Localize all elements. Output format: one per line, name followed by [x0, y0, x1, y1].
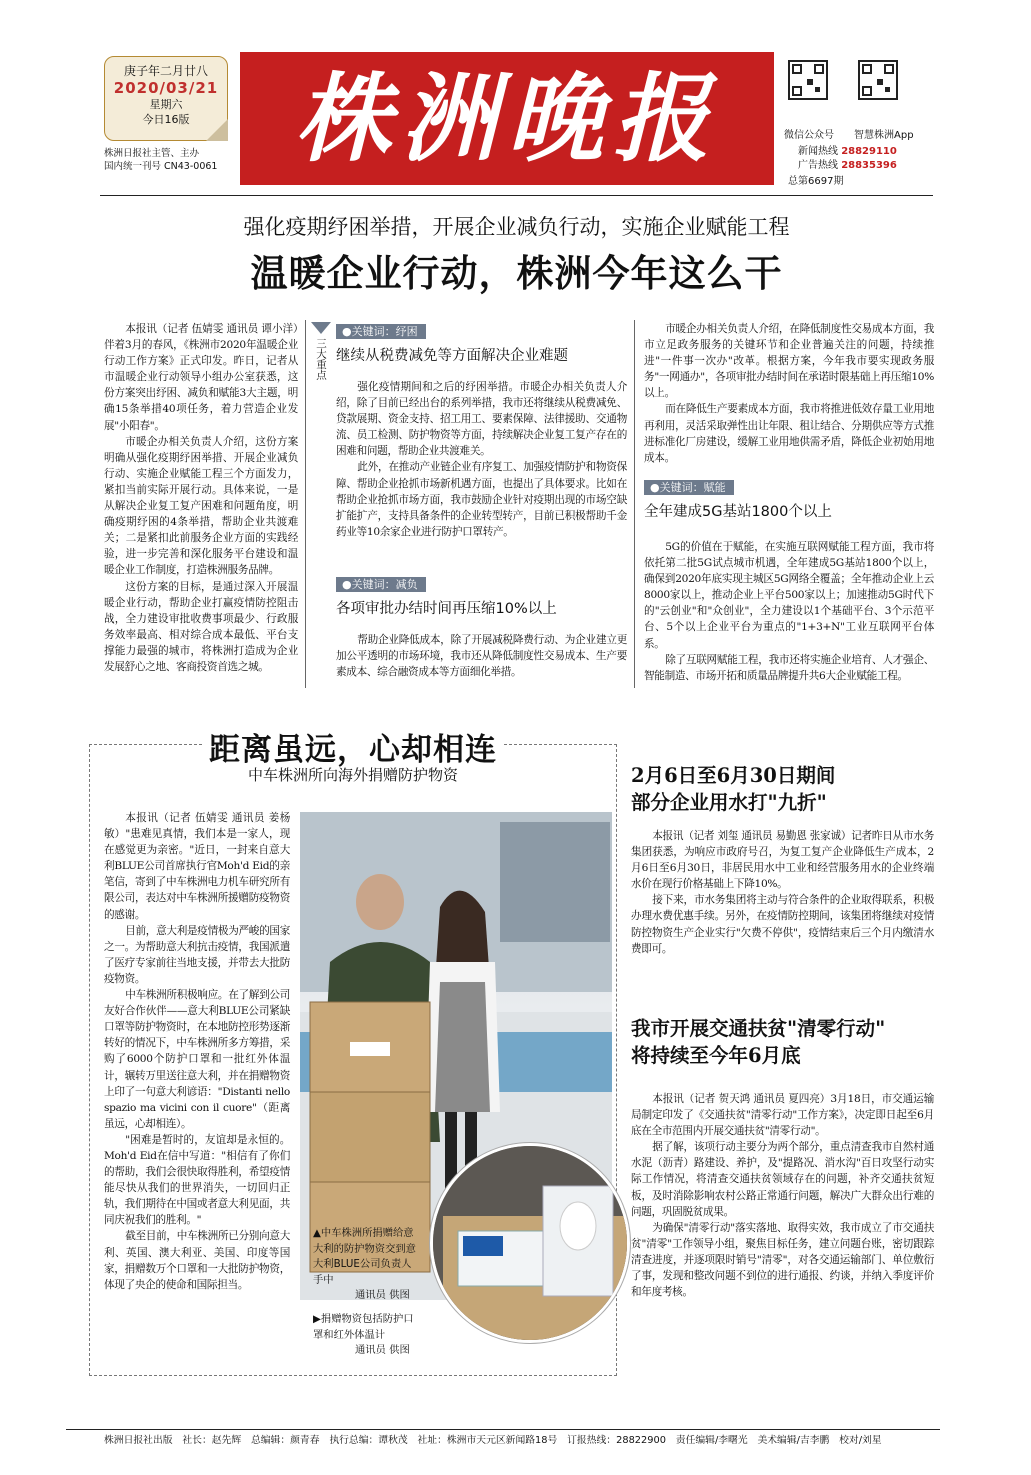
edition-count: 今日16版 — [142, 113, 190, 126]
paragraph: 5G的价值在于赋能，在实施互联网赋能工程方面，我市将依托第二批5G试点城市机遇，全年建成5G基站1800个以上，确保到2020年底实现主城区5G网络全覆盖；全年推动企业上云8000家以上，推动企业上平台500家以上；加速推动5G时代下的"云创业"和"众创业"，全力建设以1个基础平台、3个示范平台、5个以上企业平台为重点的"1+3+N"工业互联网平台体系。 — [644, 541, 934, 650]
news-hotline-number: 28829110 — [841, 146, 897, 157]
paragraph: 市暖企办相关负责人介绍，这份方案明确从强化疫期纾困举措、开展企业减负行动、实施企业赋能工程三个方面发力，紧扣当前实际开展行动。具体来说，一是从解决企业复工复产困难和问题角度，明确疫期纾困的4条举措，帮助企业共渡难关；二是紧扣此前服务企业方面的实践经验，进一步完善和深化服务平台建设和温暖企业工作制度，打造株洲服务品牌。 — [104, 435, 298, 577]
keyword-section-empower — [644, 476, 934, 684]
donation-story-text — [104, 810, 290, 1293]
header-rule — [100, 195, 933, 196]
triangle-marker-icon — [311, 322, 331, 334]
keyword-subhead: 全年建成5G基站1800个以上 — [644, 504, 832, 520]
donation-story-title — [89, 724, 617, 769]
keyword-tag: ●关键词：纾困 — [336, 324, 426, 339]
paragraph: 强化疫情期间和之后的纾困举措。市暖企办相关负责人介绍，除了目前已经出台的系列举措，我市还将继续从税费减免、贷款展期、资金支持、招工用工、要素保障、法律援助、交通物流、员工检测、防护物资等方面，持续解决企业复工复产存在的困难和问题，帮助企业共渡难关。 — [336, 381, 627, 458]
paragraph: 据了解，该项行动主要分为两个部分，重点清查我市自然村通水泥（沥青）路建设、养护，及"提路况、消水沟"百日攻坚行动实际工作情况，将清查交通扶贫领域存在的问题，补齐交通扶贫短板，及时消除影响农村公路正常通行问题，解决广大群众出行难的问题，巩固脱贫成果。 — [631, 1141, 934, 1218]
paragraph: 此外，在推动产业链企业有序复工、加强疫情防护和物资保障、帮助企业抢抓市场新机遇方面，也提出了具体要求。比如在帮助企业抢抓市场方面，我市鼓励企业针对疫期出现的市场空缺扩能扩产，支持具备条件的企业转型转产，目前已积极帮助千金药业等10余家企业进行防护口罩转产。 — [336, 461, 627, 538]
caption-text: ▶捐赠物资包括防护口罩和红外体温计 — [313, 1313, 414, 1341]
lead-title: 温暖企业行动，株洲今年这么干 — [250, 252, 783, 295]
paragraph: 本报讯（记者 贺天鸿 通讯员 夏四亮）3月18日，市交通运输局制定印发了《交通扶贫"清零行动"工作方案》，决定即日起至6月底在全市范围内开展交通扶贫"清零行动"。 — [631, 1093, 934, 1138]
app-label: 智慧株洲App — [854, 130, 914, 141]
paragraph: 本报讯（记者 伍婧雯 通讯员 姜杨敏）"患难见真情，我们本是一家人，现在感觉更为亲密。"近日，一封来自意大利BLUE公司首席执行官Moh'd Eid的亲笔信，寄到了中车株洲电力机车研究所有限公司，表达对中车株洲所援赠防疫物资的感谢。 — [104, 812, 290, 921]
ad-hotline-label: 广告热线 — [798, 160, 838, 171]
paragraph: 而在降低生产要素成本方面，我市将推进低效存量工业用地再利用，灵活采取弹性出让年限、租让结合、分期供应等方式推进标准化厂房建设，缓解工业用地供需矛盾，降低企业初始用地成本。 — [644, 403, 934, 464]
lead-column-1 — [104, 321, 298, 675]
photo-caption-1 — [313, 1226, 421, 1304]
keyword-subhead: 继续从税费减免等方面解决企业难题 — [336, 348, 568, 364]
paragraph: 目前，意大利是疫情极为严峻的国家之一。为帮助意大利抗击疫情，我国派遣了医疗专家前往当地支援，并带去大批防疫物资。 — [104, 924, 290, 985]
paragraph: 除了互联网赋能工程，我市还将实施企业培育、人才强企、智能制造、市场开拓和质量品牌提升共6大企业赋能工程。 — [644, 653, 934, 682]
page-curl-icon — [206, 119, 228, 141]
supplies-photo — [430, 1143, 630, 1343]
news-hotline — [798, 142, 897, 157]
water-story-title — [631, 762, 931, 816]
title-text: 距离虽远，心却相连 — [203, 732, 503, 768]
paragraph: 截至目前，中车株洲所已分别向意大利、英国、澳大利亚、美国、印度等国家，捐赠数万个口罩和一大批防护物资，体现了央企的使命和国际担当。 — [104, 1230, 290, 1291]
paragraph: 本报讯（记者 刘玺 通讯员 易勤恩 张家诚）记者昨日从市水务集团获悉，为响应市政府号召，为复工复产企业降低生产成本，2月6日至6月30日，非居民用水中工业和经营服务用水的企业终端水价在现行价格基础上下降10%。 — [631, 830, 934, 891]
publisher-line: 株洲日报社主管、主办 — [104, 148, 200, 159]
photo-caption-2 — [313, 1312, 421, 1359]
lead-subtitle: 强化疫期纾困举措，开展企业减负行动，实施企业赋能工程 — [243, 215, 790, 239]
paragraph: 为确保"清零行动"落实落地、取得实效，我市成立了市交通扶贫"清零"工作领导小组，聚焦目标任务，建立问题台账，密切跟踪清查进度，并逐项限时销号"清零"，对各交通运输部门、单位敷衍了事，发现和整改问题不到位的进行通报、约谈，并纳入季度评价和年度考核。 — [631, 1221, 934, 1299]
title-line: 部分企业用水打"九折" — [631, 791, 827, 814]
footer-credits: 株洲日报社出版 社长：赵先辉 总编辑：颜青春 执行总编：谭秋茂 社址：株洲市天元区新闻路18号 订报热线：28822900 责任编辑/李曙光 美术编辑/吉李鹏 校对/刘星 — [104, 1435, 882, 1446]
keyword-tag: ●关键词：减负 — [336, 577, 426, 592]
date-box — [104, 56, 228, 141]
footer-rule — [66, 1429, 940, 1430]
ad-hotline — [798, 156, 897, 171]
water-story-text — [631, 828, 934, 957]
transport-story-text — [631, 1091, 934, 1300]
keyword-section-reduce — [336, 573, 627, 680]
gregorian-date: 2020/03/21 — [113, 79, 219, 97]
wechat-qr-icon[interactable] — [788, 60, 828, 100]
column-divider — [305, 320, 306, 688]
title-line: 我市开展交通扶贫"清零行动" — [631, 1017, 886, 1040]
masthead: 株洲晚报 — [240, 52, 774, 185]
keyword-subhead: 各项审批办结时间再压缩10%以上 — [336, 601, 557, 617]
three-key-points-badge — [311, 322, 331, 380]
paragraph: "困难是暂时的，友谊却是永恒的。Moh'd Eid在信中写道："相信有了你们的帮助，我们会很快取得胜利，希望疫情能尽快从我们的世界消失，一切回归正轨，我们期待在中国或者意大利见面，共同庆祝我们的胜利。" — [104, 1133, 290, 1227]
caption-credit: 通讯员 供图 — [355, 1289, 410, 1301]
supplies-illustration — [433, 1146, 630, 1343]
paragraph: 中车株洲所积极响应。在了解到公司友好合作伙伴——意大利BLUE公司紧缺口罩等防护物资时，在本地防控形势逐渐转好的情况下，中车株洲所多方筹措，采购了6000个防护口罩和一批红外体温计，辗转万里送往意大利，并在捐赠物资上印了一句意大利谚语："Distanti nello spazio ma vicini con il cuore"（距离虽远，心却相连）。 — [104, 989, 290, 1130]
column-divider — [634, 320, 635, 688]
lunar-date: 庚子年二月廿八 — [123, 64, 208, 78]
keyword-tag: ●关键词：赋能 — [644, 480, 734, 495]
lead-column-3 — [644, 321, 934, 466]
ad-hotline-number: 28835396 — [841, 160, 897, 171]
app-qr-icon[interactable] — [858, 60, 898, 100]
paragraph: 市暖企办相关负责人介绍，在降低制度性交易成本方面，我市立足政务服务的关键环节和企业普遍关注的问题，持续推进"一件事一次办"改革。根据方案，今年我市要实现政务服务"一网通办"，各项审批办结时间在承诺时限基础上再压缩10%以上。 — [644, 323, 934, 400]
paragraph: 帮助企业降低成本，除了开展减税降费行动、为企业建立更加公平透明的市场环境，我市还从降低制度性交易成本、生产要素成本、综合融资成本等方面细化举措。 — [336, 634, 627, 679]
paragraph: 本报讯（记者 伍婧雯 通讯员 谭小洋）伴着3月的春风，《株洲市2020年温暖企业行动工作方案》正式印发。昨日，记者从市温暖企业行动领导小组办公室获悉，这份方案突出纾困、减负和赋能3大主题，明确15条举措40项任务，着力营造企业发展"小阳春"。 — [104, 323, 298, 432]
paragraph: 这份方案的目标，是通过深入开展温暖企业行动，帮助企业打赢疫情防控阻击战，全力建设审批收费事项最少、行政服务效率最高、相对综合成本最低、平台支撑能力最强的城市，将株洲打造成为企业发展舒心之地、客商投资首选之城。 — [104, 580, 298, 673]
news-hotline-label: 新闻热线 — [798, 146, 838, 157]
title-line: 2月6日至6月30日期间 — [631, 764, 836, 787]
donation-story-subtitle: 中车株洲所向海外捐赠防护物资 — [247, 766, 458, 784]
date-panel — [104, 56, 228, 173]
weekday: 星期六 — [149, 98, 183, 111]
publication-number: 国内统一刊号 CN43-0061 — [104, 161, 218, 172]
publisher-info — [104, 147, 228, 173]
caption-credit: 通讯员 供图 — [355, 1344, 410, 1356]
issue-number: 总第6697期 — [788, 176, 844, 187]
caption-text: ▲中车株洲所捐赠给意大利的防护物资交到意大利BLUE公司负责人手中 — [313, 1227, 416, 1286]
paragraph: 接下来，市水务集团将主动与符合条件的企业取得联系，积极办理水费优惠手续。另外，在疫情防控期间，该集团将继续对疫情防控物资生产企业实行"欠费不停供"，疫情结束后三个月内缴清水费即可。 — [631, 894, 934, 955]
badge-text: 三大重点 — [315, 338, 327, 380]
transport-story-title — [631, 1015, 941, 1069]
title-line: 将持续至今年6月底 — [631, 1044, 801, 1067]
keyword-section-relief — [336, 320, 627, 540]
wechat-label: 微信公众号 — [784, 130, 834, 141]
